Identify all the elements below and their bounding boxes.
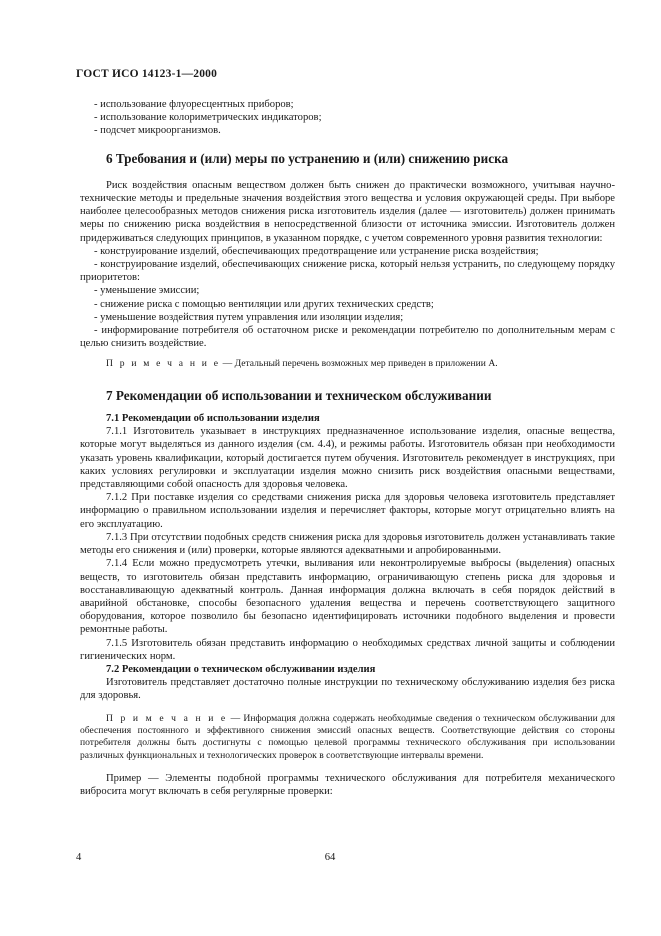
section-6-paragraph: Риск воздействия опасным веществом должен быть снижен до практически возможного, учитывая научно-технические методы и предельные значения воздействия этого вещества и условия окружающей среды. При выборе наиболее целесообразных методов снижения риска изготовитель изделия (далее — изготовитель) должен принимать меры по снижению риска воздействия в непосредственной близости от источника эмиссии. Изготовитель должен придерживаться следующих принципов, в указанном порядке, с учетом современного уровня развития технологии: [80, 179, 615, 244]
page-number-center: 64 [324, 852, 336, 863]
list-item: - конструирование изделий, обеспечивающих снижение риска, который нельзя устранить, по следующему порядку приоритетов: [80, 259, 615, 284]
note-text: — Детальный перечень возможных мер приведен в приложении А. [220, 358, 498, 370]
list-item: - использование колориметрических индикаторов; [94, 112, 322, 124]
subsection-7-2-heading: 7.2 Рекомендации о техническом обслуживании изделия [106, 663, 376, 675]
paragraph-7-1-5: 7.1.5 Изготовитель обязан представить информацию о необходимых средствах личной защиты и соблюдении гигиенических норм. [80, 637, 615, 662]
note-label: П р и м е ч а н и е [106, 712, 228, 724]
section-6-note [80, 358, 615, 370]
section-7-heading: 7 Рекомендации об использовании и техническом обслуживании [106, 387, 492, 403]
note-label: П р и м е ч а н и е [106, 358, 221, 370]
list-item: - информирование потребителя об остаточном риске и рекомендации потребителю по дополнительным мерам с целью снизить воздействие. [80, 325, 615, 350]
paragraph-7-1-2: 7.1.2 При поставке изделия со средствами снижения риска для здоровья человека изготовитель представляет информацию о правильном использовании изделия и перечисляет факторы, которые могут отрицательно влиять на его эксплуатацию. [80, 492, 615, 530]
page-number-left: 4 [76, 852, 82, 863]
example-paragraph: Пример — Элементы подобной программы технического обслуживания для потребителя механического вибросита могут включать в себя регулярные проверки: [80, 773, 615, 798]
list-item: - уменьшение эмиссии; [94, 285, 200, 297]
standard-header: ГОСТ ИСО 14123-1—2000 [76, 68, 218, 80]
list-item: - подсчет микроорганизмов. [94, 125, 221, 137]
page-content [80, 98, 615, 799]
paragraph-7-1-1: 7.1.1 Изготовитель указывает в инструкциях предназначенное использование изделия, опасные вещества, которые могут выделяться из данного изделия (см. 4.4), и режимы работы. Изготовитель обязан при необходимости указать уровень квалификации, который достигается путем обучения. Изготовитель рекомендует в инструкциях, при каких условиях регулировки и эксплуатации изделия можно снизить риск воздействия опасными веществами, представляющими собой опасность для здоровья человека. [80, 426, 615, 491]
list-item: - использование флуоресцентных приборов; [94, 99, 294, 110]
paragraph-7-1-3: 7.1.3 При отсутствии подобных средств снижения риска для здоровья изготовитель должен устанавливать такие методы его снижения и (или) проверки, которые являются адекватными и апробированными. [80, 531, 615, 557]
section-7-note [80, 713, 615, 763]
note-text: — Информация должна содержать необходимые сведения о техническом обслуживании для обеспечения постоянного и эффективного снижения эмиссий опасных веществ. Соответствующие действия со стороны потребителя должны быть достигнуты с помощью целевой программы технического обслуживания при использовании различных функциональных и технологических проверок в соответствующие интервалы времени. [80, 712, 616, 761]
paragraph-7-1-4: 7.1.4 Если можно предусмотреть утечки, выливания или неконтролируемые выбросы (выделения) опасных веществ, то изготовитель обязан представить информацию, ограничивающую степень риска для здоровья и восстанавливающую адекватный контроль. Данная информация должна включать в себя порядок действий в аварийной обстановке, способы безопасного удаления вещества и перечень соответствующего защитного оборудования, которое позволило бы безопасно идентифицировать источники подобного выделения и провести ремонтные работы. [80, 558, 615, 636]
paragraph-7-2: Изготовитель представляет достаточно полные инструкции по техническому обслуживанию изделия без риска для здоровья. [80, 677, 615, 702]
section-6-heading: 6 Требования и (или) меры по устранению и (или) снижению риска [106, 150, 509, 166]
list-item: - уменьшение воздействия путем управления или изоляции изделия; [94, 311, 404, 323]
list-item: - конструирование изделий, обеспечивающих предотвращение или устранение риска воздействия; [94, 245, 539, 257]
intro-list [80, 98, 615, 138]
list-item: - снижение риска с помощью вентиляции или других технических средств; [94, 298, 434, 310]
subsection-7-1-heading: 7.1 Рекомендации об использовании изделия [106, 413, 320, 425]
